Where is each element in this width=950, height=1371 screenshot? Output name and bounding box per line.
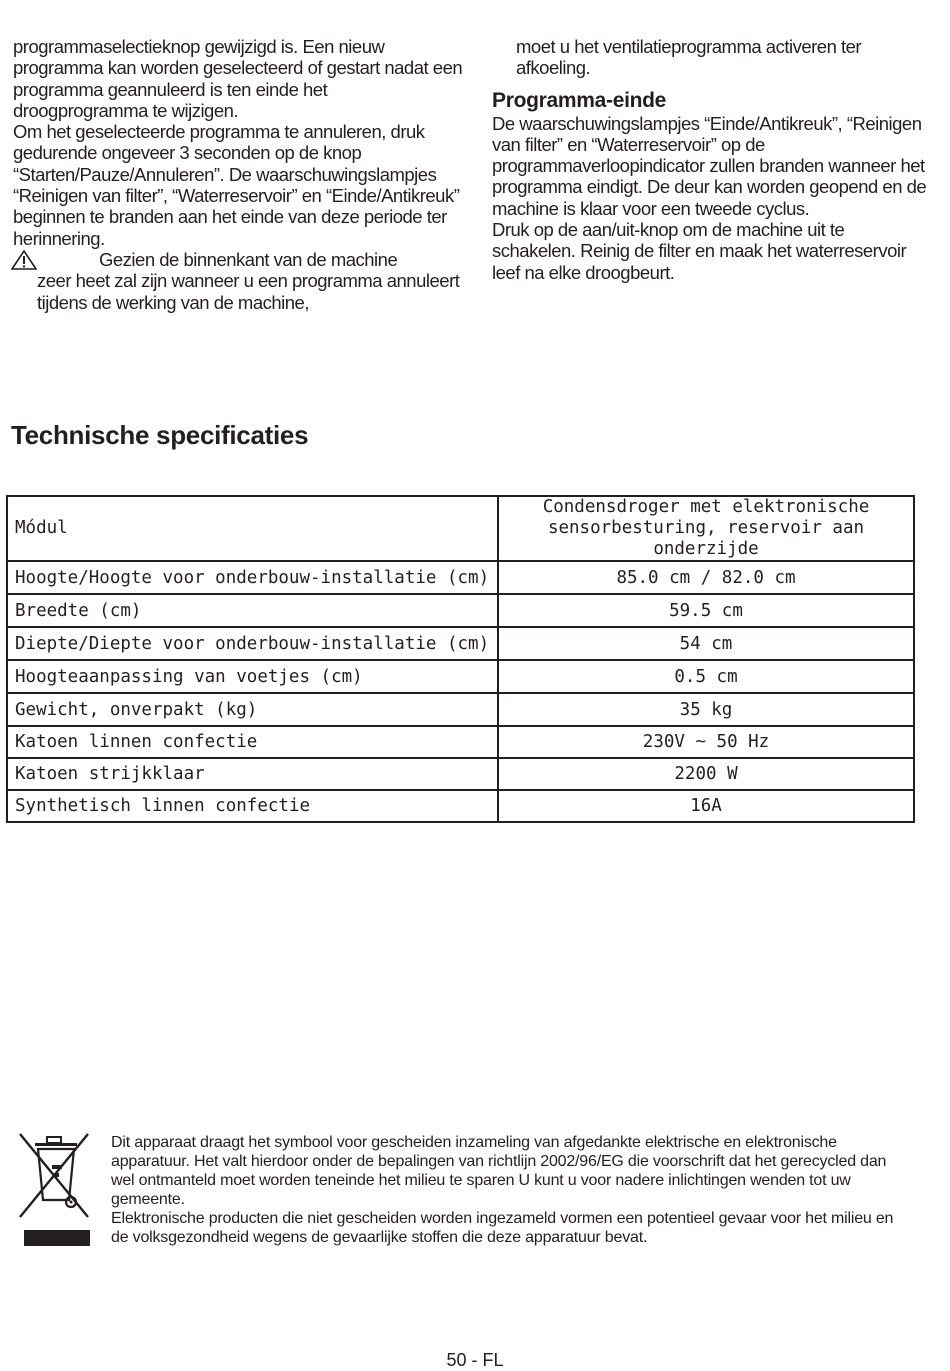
warning-text-line1: Gezien de binnenkant van de machine	[99, 248, 398, 270]
right-continuation: moet u het ventilatieprogramma activeren ter afkoeling.	[516, 36, 862, 79]
table-row	[7, 561, 914, 594]
spec-label: Hoogteaanpassing van voetjes (cm)	[7, 660, 498, 693]
right-paragraph-2: Druk op de aan/uit-knop om de machine uit te schakelen. Reinig de filter en maak het waterreservoir leef na elke droogbeurt.	[492, 219, 907, 283]
warning-triangle-icon	[11, 250, 37, 270]
spec-value: Condensdroger met elektronische sensorbesturing, reservoir aan onderzijde	[498, 496, 914, 561]
warning-note	[13, 249, 463, 270]
spec-value: 35 kg	[498, 693, 914, 726]
right-column	[492, 36, 927, 283]
spec-label: Katoen strijkklaar	[7, 758, 498, 790]
spec-value: 230V ~ 50 Hz	[498, 726, 914, 758]
spec-label: Gewicht, onverpakt (kg)	[7, 693, 498, 726]
specs-table	[6, 495, 915, 823]
spec-value: 16A	[498, 790, 914, 822]
weee-paragraph-1: Dit apparaat draagt het symbool voor gescheiden inzameling van afgedankte elektrische en elektronische apparatuur. Het valt hierdoor onder de bepalingen van richtlijn 2002/96/EG die voorschrift dat het gerecycled dan wel ontmanteld moet worden teneinde het milieu te sparen U kunt u voor nadere inlichtingen wenden tot uw gemeente.	[111, 1134, 887, 1208]
table-row	[7, 726, 914, 758]
right-paragraph-1: De waarschuwingslampjes “Einde/Antikreuk”, “Reinigen van filter” en “Waterreservoir” op de programmaverloopindicator zullen branden wanneer het programma eindigt. De deur kan worden geopend en de machine is klaar voor een tweede cyclus.	[492, 112, 927, 219]
spec-label: Diepte/Diepte voor onderbouw-installatie (cm)	[7, 627, 498, 660]
spec-label: Hoogte/Hoogte voor onderbouw-installatie (cm)	[7, 561, 498, 594]
weee-paragraph-2: Elektronische producten die niet gescheiden worden ingezameld vormen een potentieel gevaar voor het milieu en de volksgezondheid wegens de gevaarlijke stoffen die deze apparatuur bevat.	[111, 1210, 894, 1246]
spec-value: 54 cm	[498, 627, 914, 660]
left-paragraph-2: Om het geselecteerde programma te annuleren, druk gedurende ongeveer 3 seconden op de knop “Starten/Pauze/Annuleren”. De waarschuwingslampjes “Reinigen van filter”, “Waterreservoir” en “Einde/Antikreuk” beginnen te branden aan het einde van deze periode ter herinnering.	[13, 121, 460, 249]
table-row	[7, 496, 914, 561]
warning-text-rest: zeer heet zal zijn wanneer u een programma annuleert tijdens de werking van de machine,	[37, 270, 460, 313]
left-paragraph-1: programmaselectieknop gewijzigd is. Een nieuw programma kan worden geselecteerd of gestart nadat een programma geannuleerd is ten einde het droogprogramma te wijzigen.	[13, 36, 463, 121]
programma-einde-heading: Programma-einde	[492, 88, 667, 112]
table-row	[7, 758, 914, 790]
spec-value: 0.5 cm	[498, 660, 914, 693]
spec-label: Breedte (cm)	[7, 594, 498, 627]
weee-notice	[111, 1133, 911, 1247]
table-row	[7, 660, 914, 693]
spec-value: 59.5 cm	[498, 594, 914, 627]
spec-label: Módul	[7, 496, 498, 561]
spec-label: Katoen linnen confectie	[7, 726, 498, 758]
table-row	[7, 627, 914, 660]
crossed-out-wheelie-bin-icon	[18, 1132, 90, 1250]
spec-value: 85.0 cm / 82.0 cm	[498, 561, 914, 594]
table-row	[7, 790, 914, 822]
spec-value: 2200 W	[498, 758, 914, 790]
table-row	[7, 693, 914, 726]
section-title: Technische specificaties	[11, 420, 309, 450]
table-row	[7, 594, 914, 627]
spec-label: Synthetisch linnen confectie	[7, 790, 498, 822]
page-number: 50 - FL	[446, 1350, 504, 1370]
left-column	[13, 36, 463, 313]
